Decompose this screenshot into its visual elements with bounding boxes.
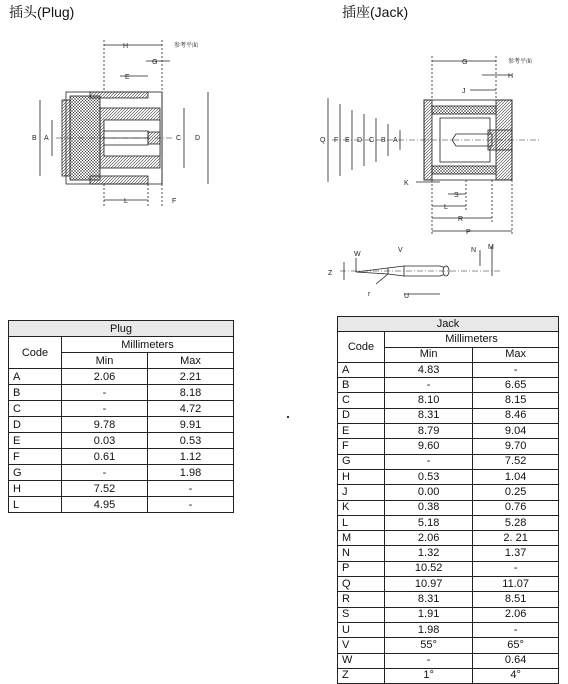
table-row (9, 417, 234, 433)
svg-text:L: L (124, 198, 128, 205)
cell-min: 9.60 (385, 439, 473, 454)
cell-code: G (9, 465, 62, 481)
cell-min: - (62, 385, 148, 401)
cell-code: H (9, 481, 62, 497)
cell-max: 5.28 (473, 515, 559, 530)
plug-title: 插头(Plug) (9, 4, 75, 20)
cell-code: G (338, 454, 385, 469)
plug-min-header: Min (62, 353, 148, 369)
cell-min: 0.00 (385, 485, 473, 500)
cell-code: Z (338, 668, 385, 683)
cell-min: 1.32 (385, 546, 473, 561)
cell-min: 0.53 (385, 469, 473, 484)
cell-max: 65° (473, 638, 559, 653)
table-row (9, 401, 234, 417)
cell-min: 8.10 (385, 393, 473, 408)
svg-text:E: E (125, 74, 130, 81)
table-row (9, 369, 234, 385)
cell-code: F (338, 439, 385, 454)
table-row (9, 497, 234, 513)
table-row (338, 668, 559, 683)
plug-unit-header: Millimeters (62, 337, 234, 353)
cell-code: L (338, 515, 385, 530)
cell-code: H (338, 469, 385, 484)
cell-max: - (473, 362, 559, 377)
cell-min: - (385, 653, 473, 668)
cell-code: P (338, 561, 385, 576)
cell-code: E (9, 433, 62, 449)
cell-max: 1.12 (148, 449, 234, 465)
cell-min: 55° (385, 638, 473, 653)
svg-text:G: G (462, 59, 468, 66)
cell-max: - (473, 622, 559, 637)
svg-text:D: D (195, 135, 201, 142)
cell-max: 2.21 (148, 369, 234, 385)
svg-text:N: N (471, 247, 477, 254)
jack-table-title: Jack (338, 317, 559, 332)
svg-text:W: W (354, 251, 361, 258)
svg-text:C: C (369, 137, 375, 144)
svg-text:参考平面: 参考平面 (174, 42, 199, 49)
cell-min: - (385, 378, 473, 393)
svg-text:Z: Z (328, 270, 333, 277)
cell-max: 8.15 (473, 393, 559, 408)
jack-unit-header: Millimeters (385, 332, 559, 347)
stray-dot (287, 416, 289, 418)
svg-text:M: M (488, 244, 494, 251)
plug-dimension-table (8, 320, 234, 513)
svg-text:F: F (172, 198, 177, 205)
cell-max: 1.37 (473, 546, 559, 561)
cell-max: 2. 21 (473, 531, 559, 546)
svg-text:E: E (345, 137, 350, 144)
table-row (338, 607, 559, 622)
plug-max-header: Max (148, 353, 234, 369)
cell-max: 9.70 (473, 439, 559, 454)
svg-text:参考平面: 参考平面 (508, 58, 533, 65)
table-row (338, 393, 559, 408)
cell-min: 10.52 (385, 561, 473, 576)
table-row (338, 469, 559, 484)
cell-min: 7.52 (62, 481, 148, 497)
cell-min: - (62, 401, 148, 417)
table-row (338, 439, 559, 454)
cell-max: 9.91 (148, 417, 234, 433)
svg-text:A: A (393, 137, 398, 144)
table-row (338, 362, 559, 377)
svg-text:K: K (404, 180, 409, 187)
table-row (9, 465, 234, 481)
table-row (9, 449, 234, 465)
svg-text:U: U (404, 293, 410, 300)
svg-text:B: B (381, 137, 386, 144)
cell-code: L (9, 497, 62, 513)
cell-min: 1.98 (385, 622, 473, 637)
svg-text:L: L (444, 204, 448, 211)
table-row (338, 531, 559, 546)
cell-code: B (338, 378, 385, 393)
cell-code: N (338, 546, 385, 561)
cell-min: - (62, 465, 148, 481)
svg-text:S: S (454, 192, 459, 199)
svg-text:F: F (334, 137, 339, 144)
cell-code: K (338, 500, 385, 515)
cell-max: 0.64 (473, 653, 559, 668)
cell-min: - (385, 454, 473, 469)
svg-text:Q: Q (320, 137, 326, 144)
cell-code: U (338, 622, 385, 637)
cell-min: 10.97 (385, 577, 473, 592)
plug-table-body (9, 369, 234, 513)
cell-min: 0.61 (62, 449, 148, 465)
table-row (338, 424, 559, 439)
cell-code: C (9, 401, 62, 417)
table-row (338, 638, 559, 653)
cell-code: F (9, 449, 62, 465)
cell-min: 2.06 (62, 369, 148, 385)
cell-max: - (473, 561, 559, 576)
cell-max: - (148, 481, 234, 497)
table-row (338, 653, 559, 668)
svg-text:J: J (462, 88, 466, 95)
jack-table-body (338, 362, 559, 683)
jack-max-header: Max (473, 347, 559, 362)
svg-text:R: R (458, 216, 464, 223)
plug-table-title: Plug (9, 321, 234, 337)
cell-max: 8.18 (148, 385, 234, 401)
cell-min: 9.78 (62, 417, 148, 433)
svg-text:P: P (466, 229, 471, 236)
cell-min: 0.38 (385, 500, 473, 515)
cell-code: Q (338, 577, 385, 592)
table-row (338, 561, 559, 576)
cell-min: 4.95 (62, 497, 148, 513)
jack-dimension-table (337, 316, 559, 684)
cell-code: D (9, 417, 62, 433)
cell-max: 0.76 (473, 500, 559, 515)
cell-code: D (338, 408, 385, 423)
cell-max: 7.52 (473, 454, 559, 469)
cell-max: 0.53 (148, 433, 234, 449)
cell-code: J (338, 485, 385, 500)
table-row (338, 454, 559, 469)
svg-text:B: B (32, 135, 37, 142)
jack-min-header: Min (385, 347, 473, 362)
cell-code: V (338, 638, 385, 653)
svg-text:D: D (357, 137, 363, 144)
cell-code: C (338, 393, 385, 408)
table-row (338, 408, 559, 423)
table-row (9, 481, 234, 497)
svg-text:H: H (508, 73, 514, 80)
svg-text:A: A (44, 135, 49, 142)
cell-max: 9.04 (473, 424, 559, 439)
cell-max: 4.72 (148, 401, 234, 417)
table-row (338, 485, 559, 500)
cell-code: B (9, 385, 62, 401)
cell-max: 11.07 (473, 577, 559, 592)
cell-min: 8.31 (385, 408, 473, 423)
cell-max: 4° (473, 668, 559, 683)
cell-code: S (338, 607, 385, 622)
cell-min: 8.79 (385, 424, 473, 439)
svg-text:H: H (123, 43, 129, 50)
table-row (338, 546, 559, 561)
table-row (338, 622, 559, 637)
cell-min: 1° (385, 668, 473, 683)
cell-max: - (148, 497, 234, 513)
cell-code: A (338, 362, 385, 377)
table-row (9, 433, 234, 449)
cell-code: W (338, 653, 385, 668)
cell-max: 1.04 (473, 469, 559, 484)
cell-code: E (338, 424, 385, 439)
cell-max: 2.06 (473, 607, 559, 622)
cell-code: R (338, 592, 385, 607)
cell-min: 2.06 (385, 531, 473, 546)
cell-code: M (338, 531, 385, 546)
cell-min: 0.03 (62, 433, 148, 449)
cell-min: 4.83 (385, 362, 473, 377)
svg-text:G: G (152, 59, 158, 66)
cell-code: A (9, 369, 62, 385)
jack-title: 插座(Jack) (342, 4, 409, 20)
table-row (338, 592, 559, 607)
svg-text:C: C (176, 135, 182, 142)
plug-code-header: Code (9, 337, 62, 369)
table-row (338, 378, 559, 393)
jack-code-header: Code (338, 332, 385, 363)
table-row (9, 385, 234, 401)
cell-max: 8.51 (473, 592, 559, 607)
cell-max: 8.46 (473, 408, 559, 423)
cell-min: 1.91 (385, 607, 473, 622)
cell-min: 8.31 (385, 592, 473, 607)
svg-text:r: r (368, 291, 371, 298)
cell-max: 6.65 (473, 378, 559, 393)
cell-min: 5.18 (385, 515, 473, 530)
table-row (338, 500, 559, 515)
cell-max: 1.98 (148, 465, 234, 481)
table-row (338, 515, 559, 530)
svg-text:V: V (398, 247, 403, 254)
cell-max: 0.25 (473, 485, 559, 500)
table-row (338, 577, 559, 592)
